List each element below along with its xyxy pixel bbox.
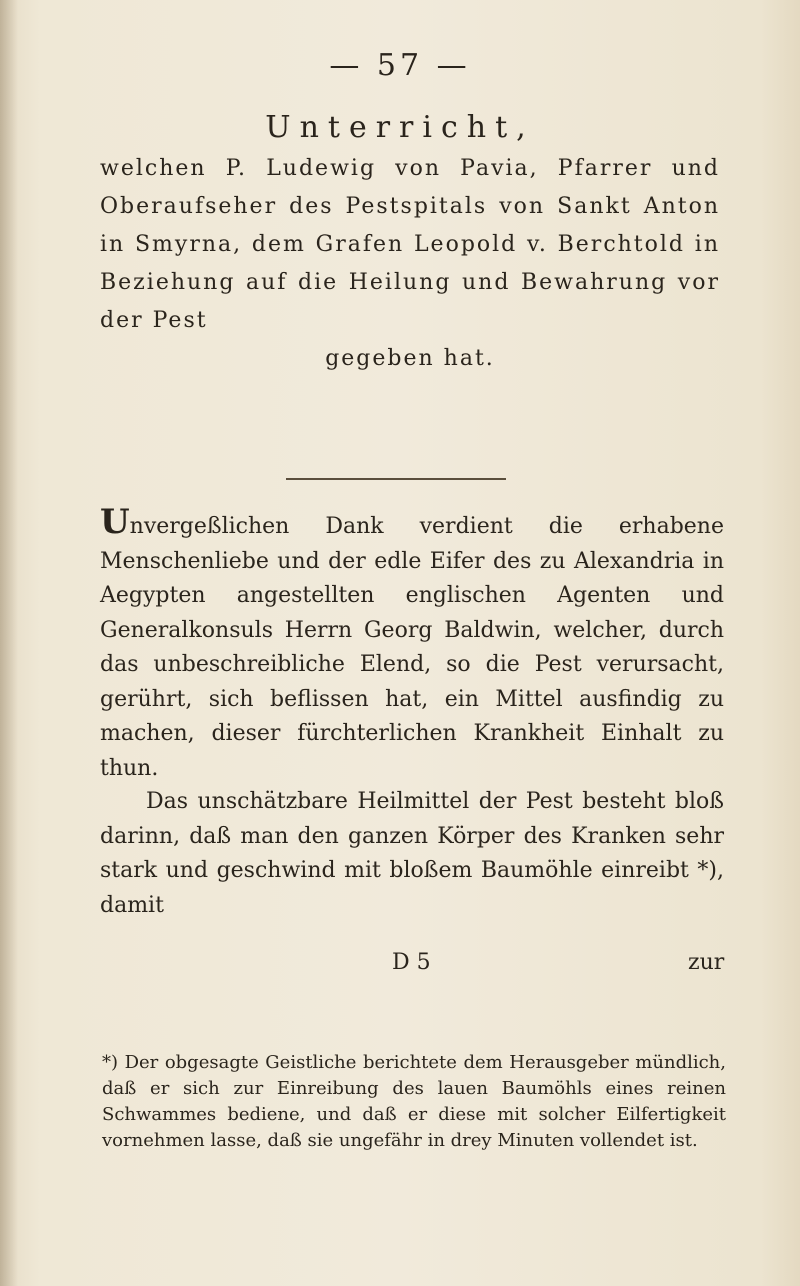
drop-cap: U xyxy=(100,502,130,542)
paragraph-1 xyxy=(100,502,724,786)
subtitle-last-line: gegeben hat. xyxy=(325,346,495,371)
section-divider xyxy=(286,478,506,480)
page-number: — 57 — xyxy=(329,48,471,83)
page-edge-shadow xyxy=(0,0,18,1286)
catchword: zur xyxy=(688,950,725,975)
signature-mark: D 5 xyxy=(392,950,431,975)
heading-subtitle xyxy=(100,150,720,378)
paragraph-2-text: Das unschätzbare Heilmittel der Pest besteht bloß darinn, daß man den ganzen Körper des Kranken sehr stark und geschwind mit bloßem Baumöhle einreibt *), damit xyxy=(100,789,724,918)
paragraph-1-text: nvergeßlichen Dank verdient die erhabene Menschenliebe und der edle Eifer des zu Alexandria in Aegypten angestellten englischen Agenten und Generalkonsuls Herrn Georg Baldwin, welcher, durch das unbeschreibliche Elend, so die Pest verursacht, gerührt, sich beflissen hat, ein Mittel ausfindig zu machen, dieser fürchterlichen Krankheit Einhalt zu thun. xyxy=(100,514,724,781)
page-heading: Unterricht, xyxy=(265,110,535,145)
footnote: *) Der obgesagte Geistliche berichtete dem Herausgeber mündlich, daß er sich zur Einreibung des lauen Baumöhls eines reinen Schwammes bediene, und daß er diese mit solcher Eilfertigkeit vornehmen lasse, daß sie ungefähr in drey Minuten vollendet ist. xyxy=(102,1052,726,1151)
paragraph-2 xyxy=(100,785,724,923)
subtitle-text: welchen P. Ludewig von Pavia, Pfarrer und Oberaufseher des Pestspitals von Sankt Anton in Smyrna, dem Grafen Leopold v. Berchtold in Beziehung auf die Heilung und Bewahrung vor der Pest xyxy=(100,156,720,333)
